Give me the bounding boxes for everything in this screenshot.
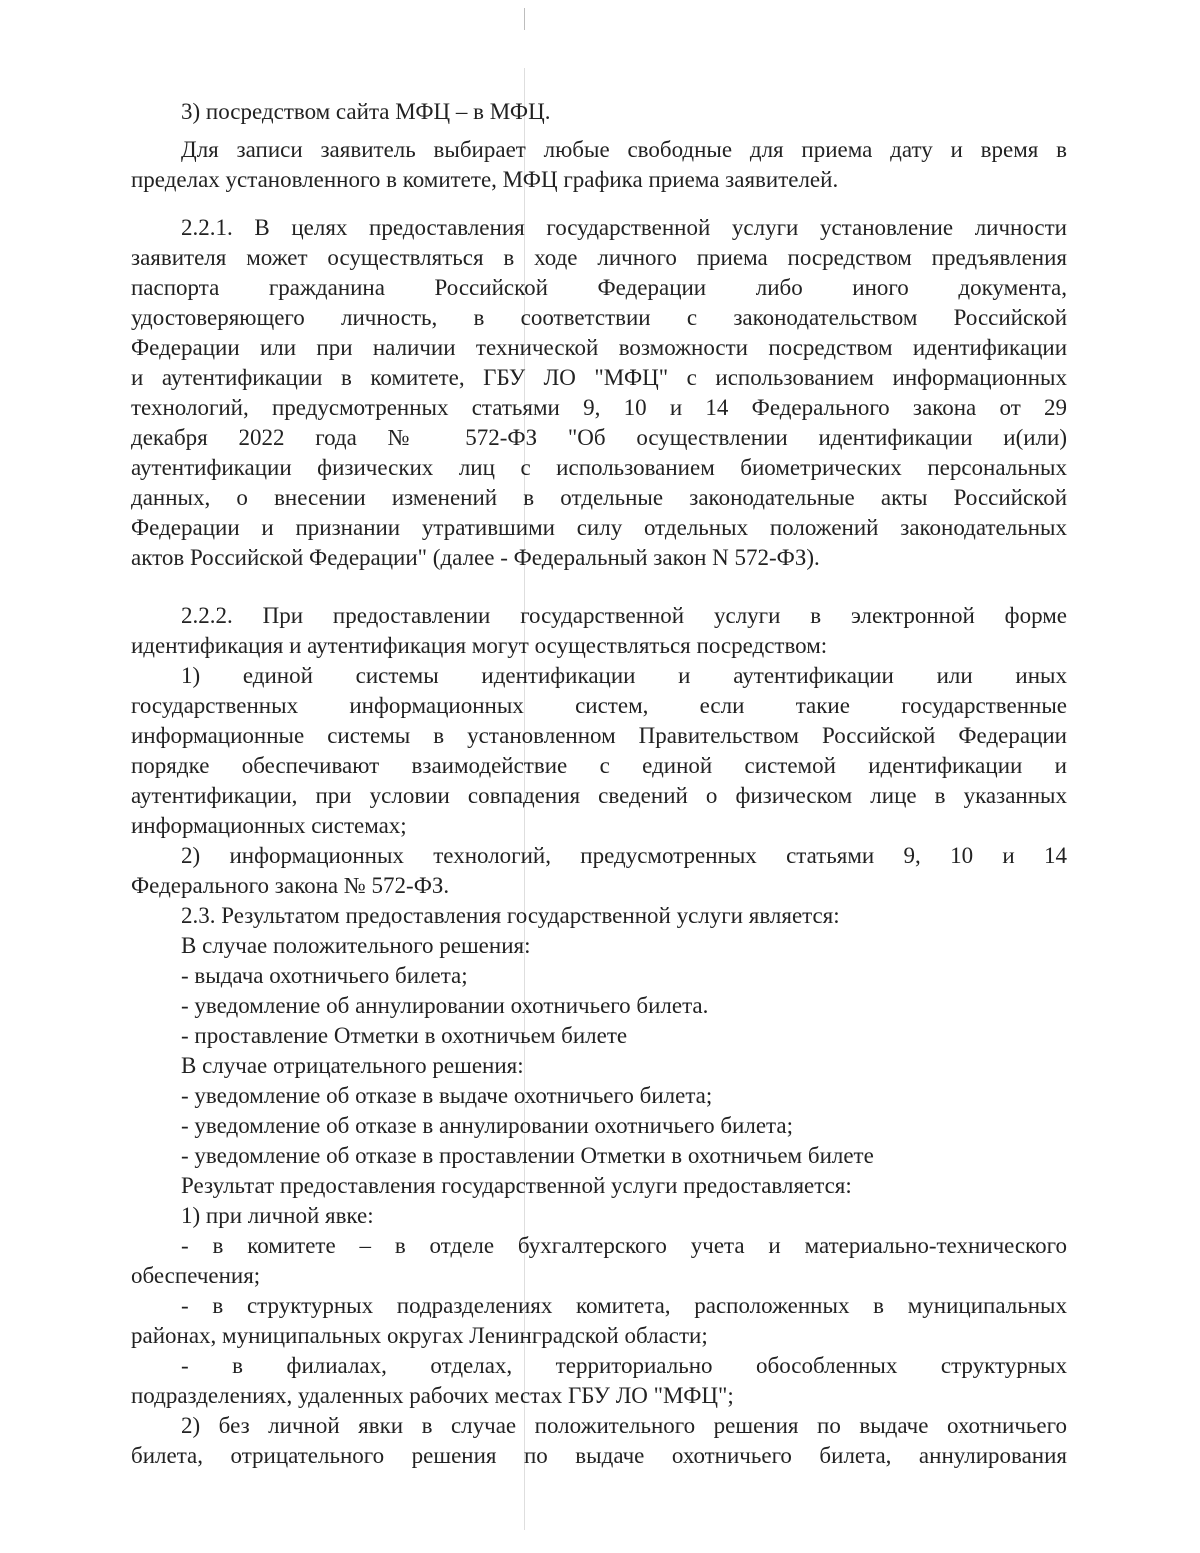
text-line: Федерации или при наличии технической возможности посредством идентификации: [131, 335, 1067, 360]
text-line: Результат предоставления государственной услуги предоставляется:: [181, 1173, 852, 1198]
text-line: 2) без личной явки в случае положительного решения по выдаче охотничьего: [181, 1413, 1067, 1438]
text-line: и аутентификации в комитете, ГБУ ЛО "МФЦ" с использованием информационных: [131, 365, 1067, 390]
text-line: информационных системах;: [131, 813, 407, 838]
text-line: удостоверяющего личность, в соответствии с законодательством Российской: [131, 305, 1067, 330]
text-line: 2.2.1. В целях предоставления государственной услуги установление личности: [181, 215, 1067, 240]
text-line: актов Российской Федерации" (далее - Федеральный закон N 572-ФЗ).: [131, 545, 820, 570]
text-line: - уведомление об отказе в выдаче охотничьего билета;: [181, 1083, 713, 1108]
text-line: заявителя может осуществляться в ходе личного приема посредством предъявления: [131, 245, 1067, 270]
text-line: 2.3. Результатом предоставления государственной услуги является:: [181, 903, 840, 928]
text-line: 2) информационных технологий, предусмотренных статьями 9, 10 и 14: [181, 843, 1067, 868]
text-line: паспорта гражданина Российской Федерации либо иного документа,: [131, 275, 1067, 300]
text-line: декабря 2022 года № 572-ФЗ "Об осуществлении идентификации и(или): [131, 425, 1067, 450]
text-line: - уведомление об отказе в проставлении Отметки в охотничьем билете: [181, 1143, 874, 1168]
text-line: - уведомление об аннулировании охотничьего билета.: [181, 993, 709, 1018]
text-line: В случае отрицательного решения:: [181, 1053, 524, 1078]
text-line: районах, муниципальных округах Ленинградской области;: [131, 1323, 708, 1348]
text-line: аутентификации физических лиц с использованием биометрических персональных: [131, 455, 1067, 480]
text-line: данных, о внесении изменений в отдельные законодательные акты Российской: [131, 485, 1067, 510]
text-line: подразделениях, удаленных рабочих местах ГБУ ЛО "МФЦ";: [131, 1383, 734, 1408]
text-line: - уведомление об отказе в аннулировании охотничьего билета;: [181, 1113, 793, 1138]
text-line: информационные системы в установленном Правительством Российской Федерации: [131, 723, 1067, 748]
text-line: - в комитете – в отделе бухгалтерского учета и материально-технического: [181, 1233, 1067, 1258]
text-line: билета, отрицательного решения по выдаче охотничьего билета, аннулирования: [131, 1443, 1067, 1468]
text-line: государственных информационных систем, если такие государственные: [131, 693, 1067, 718]
text-line: 1) при личной явке:: [181, 1203, 374, 1228]
text-line: Федерации и признании утратившими силу отдельных положений законодательных: [131, 515, 1067, 540]
text-line: обеспечения;: [131, 1263, 261, 1288]
text-line: Федерального закона № 572-ФЗ.: [131, 873, 450, 898]
text-line: 1) единой системы идентификации и аутентификации или иных: [181, 663, 1067, 688]
text-line: - проставление Отметки в охотничьем билете: [181, 1023, 628, 1048]
text-line: идентификация и аутентификация могут осуществляться посредством:: [131, 633, 828, 658]
text-line: - в филиалах, отделах, территориально обособленных структурных: [181, 1353, 1067, 1378]
text-line: 2.2.2. При предоставлении государственной услуги в электронной форме: [181, 603, 1067, 628]
page-fold-line: [524, 8, 525, 30]
text-line: В случае положительного решения:: [181, 933, 531, 958]
text-line: 3) посредством сайта МФЦ – в МФЦ.: [181, 99, 551, 124]
text-line: - выдача охотничьего билета;: [181, 963, 468, 988]
text-line: - в структурных подразделениях комитета, расположенных в муниципальных: [181, 1293, 1067, 1318]
text-line: Для записи заявитель выбирает любые свободные для приема дату и время в: [181, 137, 1067, 162]
text-line: технологий, предусмотренных статьями 9, 10 и 14 Федерального закона от 29: [131, 395, 1067, 420]
text-line: аутентификации, при условии совпадения сведений о физическом лице в указанных: [131, 783, 1067, 808]
text-line: порядке обеспечивают взаимодействие с единой системой идентификации и: [131, 753, 1067, 778]
text-line: пределах установленного в комитете, МФЦ графика приема заявителей.: [131, 167, 839, 192]
